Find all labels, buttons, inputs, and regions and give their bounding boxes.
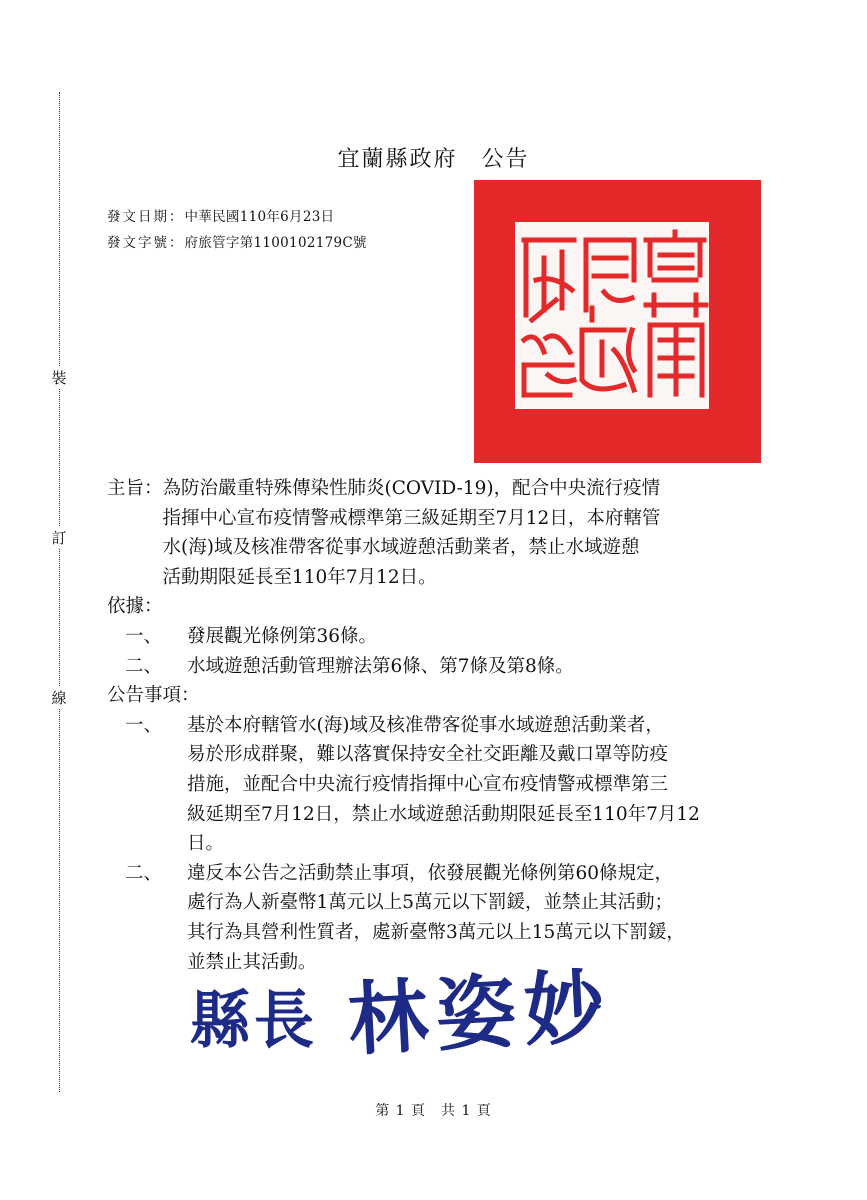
official-seal bbox=[474, 180, 761, 463]
basis-item bbox=[107, 652, 817, 682]
issue-date bbox=[107, 205, 334, 225]
notice-line: 易於形成群聚，難以落實保持安全社交距離及戴口罩等防疫 bbox=[187, 744, 669, 766]
notice-line: 日。 bbox=[187, 833, 225, 855]
notice-item-text bbox=[187, 711, 817, 859]
binding-char-xian: 線 bbox=[47, 687, 71, 709]
subject-label: 主旨： bbox=[107, 478, 163, 499]
basis-item-number: 二、 bbox=[125, 655, 163, 677]
subject-line: 水(海)域及核准帶客從事水域遊憩活動業者，禁止水域遊憩 bbox=[162, 537, 640, 559]
document-title: 宜蘭縣政府 公告 bbox=[337, 147, 530, 172]
notice-item-number: 一、 bbox=[125, 714, 163, 736]
notice-line: 措施，並配合中央流行疫情指揮中心宣布疫情警戒標準第三 bbox=[187, 773, 669, 795]
basis-item-text: 發展觀光條例第36條。 bbox=[187, 625, 378, 647]
seal-script-graphic bbox=[474, 180, 761, 463]
notice-line: 級延期至7月12日，禁止水域遊憩活動期限延長至110年7月12 bbox=[187, 803, 700, 825]
basis-label: 依據： bbox=[107, 596, 163, 618]
document-number bbox=[107, 231, 367, 251]
binding-dotted-line bbox=[59, 92, 60, 1092]
notice-line: 其行為具營利性質者，處新臺幣3萬元以上15萬元以下罰鍰， bbox=[187, 921, 685, 943]
signature-name: 林姿妙 bbox=[345, 959, 615, 1067]
notices-label: 公告事項： bbox=[107, 685, 200, 707]
notice-line: 違反本公告之活動禁止事項，依發展觀光條例第60條規定， bbox=[187, 862, 674, 884]
notice-item bbox=[107, 859, 817, 977]
notice-item-number: 二、 bbox=[125, 862, 163, 884]
subject-line: 為防治嚴重特殊傳染性肺炎(COVID-19)，配合中央流行疫情 bbox=[162, 478, 661, 499]
subject-line: 指揮中心宣布疫情警戒標準第三級延期至7月12日，本府轄管 bbox=[162, 507, 661, 529]
notice-line: 基於本府轄管水(海)域及核准帶客從事水域遊憩活動業者， bbox=[187, 714, 664, 736]
subject-section bbox=[107, 474, 817, 592]
issue-date-value: 中華民國110年6月23日 bbox=[184, 209, 335, 225]
signature-title: 縣長 bbox=[190, 984, 318, 1058]
notice-item bbox=[107, 711, 817, 859]
page-number: 第 1 頁 共 1 頁 bbox=[375, 1103, 492, 1119]
basis-heading bbox=[107, 592, 817, 622]
notices-heading bbox=[107, 681, 817, 711]
basis-item-text: 水域遊憩活動管理辦法第6條、第7條及第8條。 bbox=[187, 655, 574, 677]
subject-line: 活動期限延長至110年7月12日。 bbox=[162, 566, 437, 588]
basis-item-number: 一、 bbox=[125, 625, 163, 647]
subject-text bbox=[163, 474, 817, 592]
issue-date-label: 發文日期： bbox=[107, 209, 185, 225]
binding-char-zhuang: 裝 bbox=[47, 367, 71, 389]
notice-line: 處行為人新臺幣1萬元以上5萬元以下罰鍰，並禁止其活動； bbox=[187, 892, 674, 914]
notice-line: 並禁止其活動。 bbox=[187, 951, 317, 973]
document-number-label: 發文字號： bbox=[107, 235, 185, 251]
binding-char-ding: 訂 bbox=[47, 527, 71, 549]
basis-item bbox=[107, 622, 817, 652]
document-number-value: 府旅管字第1100102179C號 bbox=[184, 235, 367, 251]
notice-item-text bbox=[187, 859, 817, 977]
document-body bbox=[107, 474, 817, 977]
